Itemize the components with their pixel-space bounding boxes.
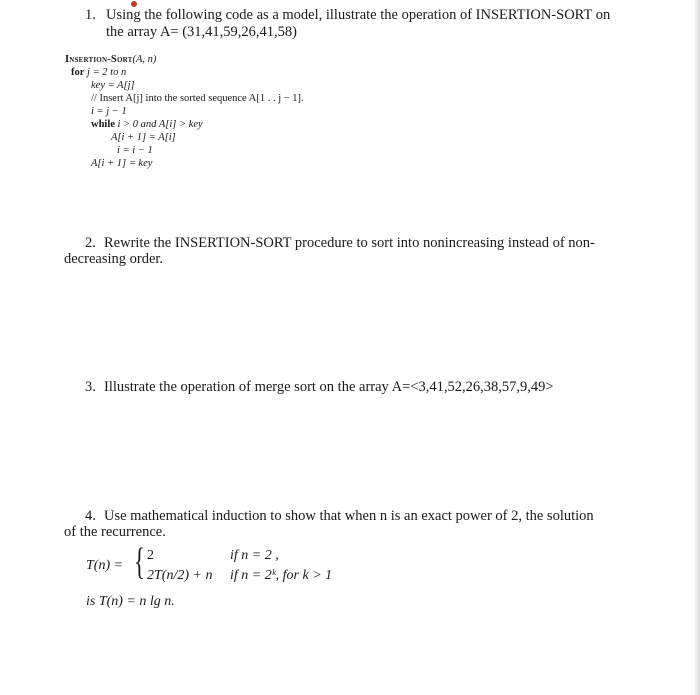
- question-1-line-1: Using the following code as a model, illustrate the operation of INSERTION-SORT on: [106, 7, 611, 23]
- code-line-insert: A[i + 1] = key: [91, 158, 153, 169]
- cursor-marker-dot: [131, 1, 137, 7]
- procedure-name: Insertion-Sort: [65, 54, 133, 65]
- keyword-for: for: [71, 67, 85, 78]
- code-line-key: key = A[j]: [91, 80, 135, 91]
- question-4-line-1: Use mathematical induction to show that when n is an exact power of 2, the solution: [104, 508, 594, 524]
- question-3-number: 3.: [85, 379, 96, 395]
- recurrence-case-1-expr: 2: [147, 548, 154, 563]
- question-2-line-2: decreasing order.: [64, 251, 164, 267]
- question-2-number: 2.: [85, 235, 96, 251]
- code-line-while: [91, 118, 203, 131]
- question-2-line-1: Rewrite the INSERTION-SORT procedure to sort into nonincreasing instead of non-: [104, 235, 595, 251]
- procedure-header: [65, 53, 156, 66]
- question-1-number: 1.: [85, 7, 96, 23]
- keyword-while: while: [91, 119, 115, 130]
- code-line-i-init: i = j − 1: [91, 106, 127, 117]
- recurrence-case-2-cond: if n = 2ᵏ, for k > 1: [230, 568, 333, 583]
- code-line-for: [71, 66, 126, 79]
- while-condition: i > 0 and A[i] > key: [117, 119, 203, 130]
- code-line-decrement: i = i − 1: [117, 145, 153, 156]
- recurrence-case-1-cond: if n = 2 ,: [230, 548, 279, 563]
- recurrence-result: is T(n) = n lg n.: [86, 594, 175, 609]
- question-4-number: 4.: [85, 508, 96, 524]
- recurrence-brace: {: [134, 541, 145, 583]
- code-line-shift: A[i + 1] = A[i]: [111, 132, 176, 143]
- question-4-line-2: of the recurrence.: [64, 524, 166, 540]
- page-edge-shadow: [695, 0, 700, 695]
- code-line-comment: // Insert A[j] into the sorted sequence A[1 . . j − 1].: [91, 93, 304, 104]
- for-range: j = 2 to n: [87, 67, 127, 78]
- recurrence-case-2-expr: 2T(n/2) + n: [147, 568, 213, 583]
- recurrence-lhs: T(n) =: [86, 558, 124, 573]
- question-1-line-2: the array A= (31,41,59,26,41,58): [106, 24, 297, 40]
- procedure-args: (A, n): [132, 54, 157, 65]
- question-3-text: Illustrate the operation of merge sort on the array A=<3,41,52,26,38,57,9,49>: [104, 379, 554, 395]
